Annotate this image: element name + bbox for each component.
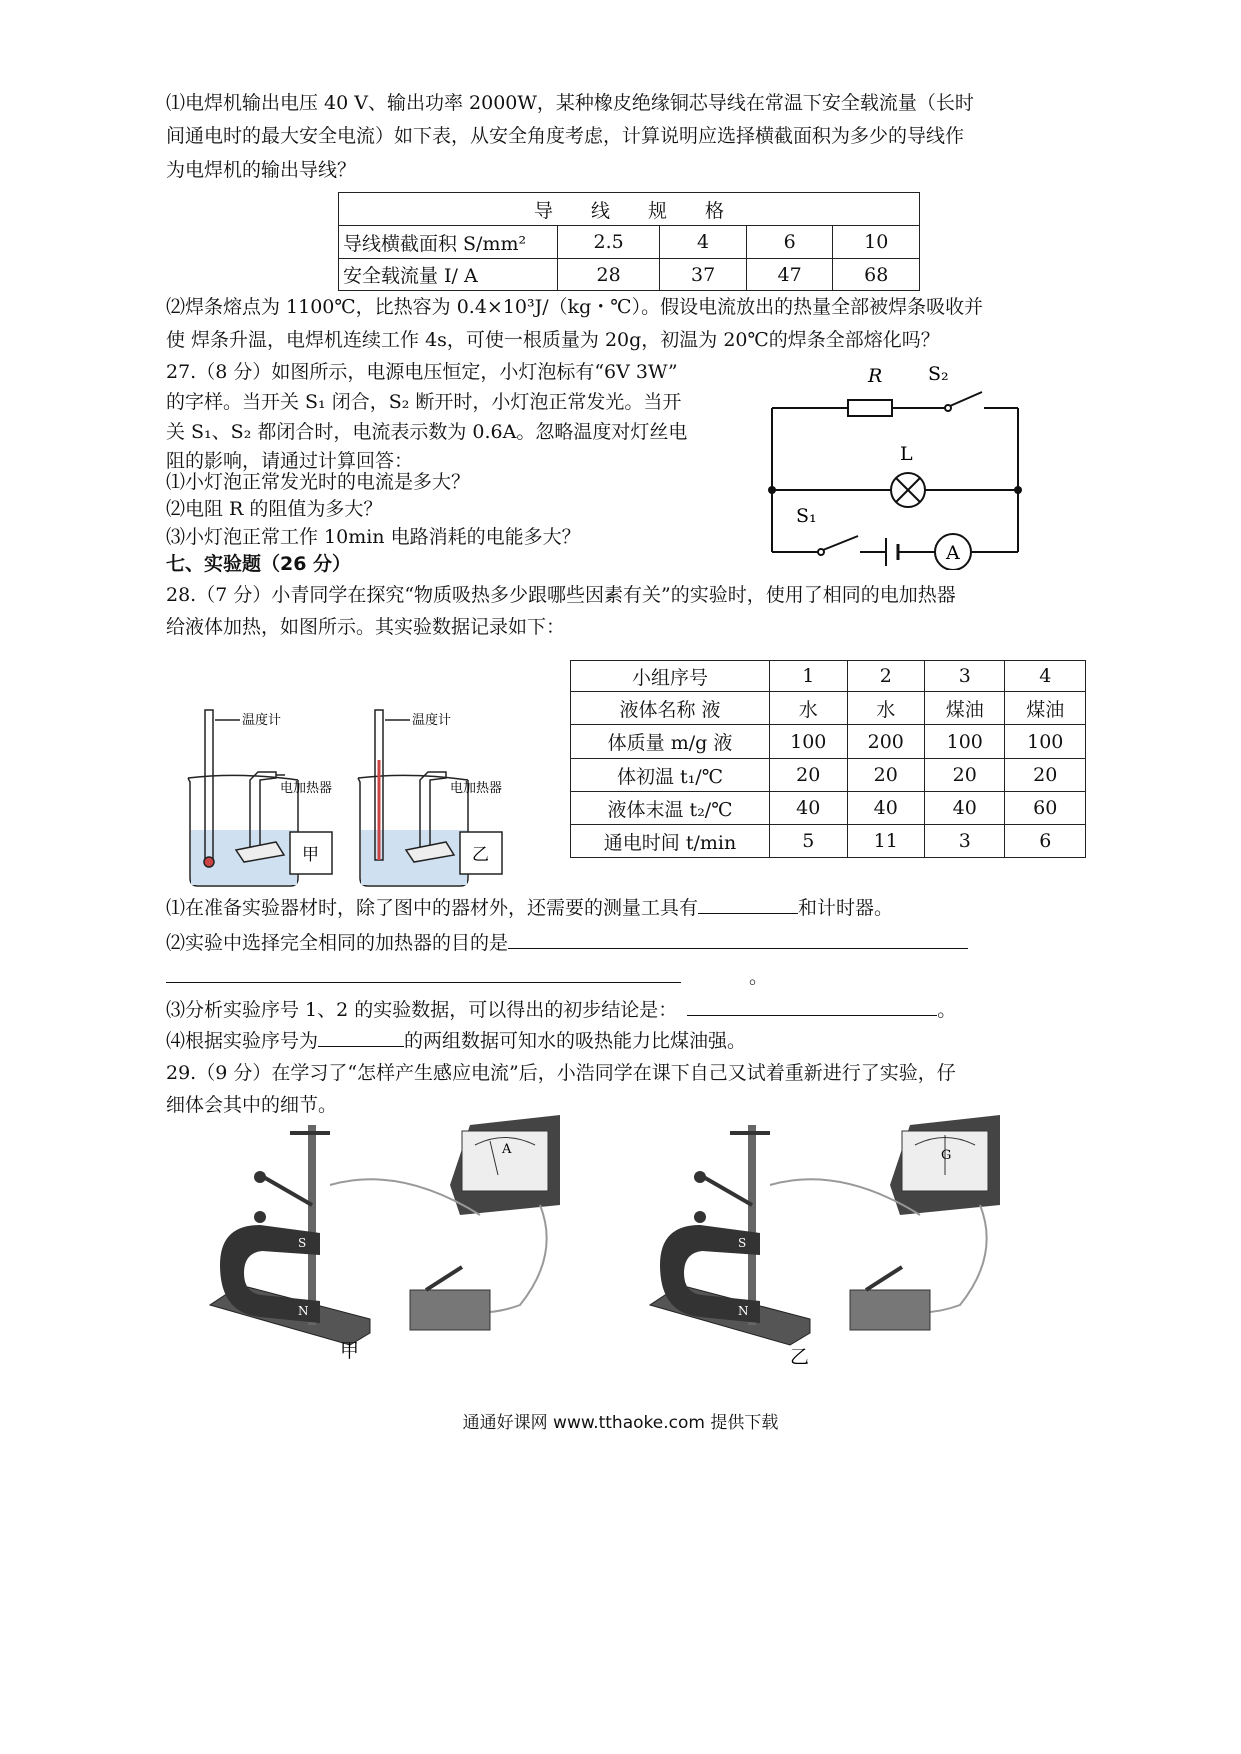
q26-text-line2: 间通电时的最大安全电流）如下表，从安全角度考虑，计算说明应选择横截面积为多少的导线作 bbox=[166, 125, 965, 147]
label-jia-29: 甲 bbox=[340, 1340, 360, 1362]
cell: 10 bbox=[833, 226, 920, 259]
q27-line1: 27.（8 分）如图所示，电源电压恒定，小灯泡标有“6V 3W” bbox=[166, 361, 678, 383]
cell: 2 bbox=[847, 661, 925, 692]
q28-line2: 给液体加热，如图所示。其实验数据记录如下： bbox=[166, 616, 566, 638]
q27-line2: 的字样。当开关 S₁ 闭合，S₂ 断开时，小灯泡正常发光。当开 bbox=[166, 391, 682, 413]
cell: 60 bbox=[1005, 792, 1086, 825]
cell: 4 bbox=[1005, 661, 1086, 692]
q28-sub4-end: 的两组数据可知水的吸热能力比煤油强。 bbox=[404, 1030, 747, 1052]
cell: 液体末温 t₂/℃ bbox=[571, 792, 770, 825]
label-thermo-yi: 温度计 bbox=[412, 713, 452, 728]
cell: 6 bbox=[1005, 825, 1086, 858]
cell: 煤油 bbox=[1005, 692, 1086, 725]
cell: 100 bbox=[770, 725, 848, 759]
switch-s2 bbox=[950, 392, 982, 406]
q26-text-line3: 为电焊机的输出导线？ bbox=[166, 159, 357, 181]
cell: 通电时间 t/min bbox=[571, 825, 770, 858]
cell: 1 bbox=[770, 661, 848, 692]
cell: 水 bbox=[770, 692, 848, 725]
cell: 40 bbox=[770, 792, 848, 825]
q26-part2-line2: 使 焊条升温，电焊机连续工作 4s，可使一根质量为 20g，初温为 20℃的焊条全部熔化吗？ bbox=[166, 329, 940, 351]
q28-sub1 bbox=[166, 893, 893, 923]
apparatus-jia bbox=[210, 1115, 560, 1362]
beaker-figure bbox=[180, 700, 540, 890]
label-a: A bbox=[946, 542, 960, 564]
cell: 40 bbox=[925, 792, 1005, 825]
q28-sub1-end: 和计时器。 bbox=[798, 897, 894, 919]
label-jia: 甲 bbox=[302, 845, 319, 865]
row-current-label: 安全载流量 I/ A bbox=[339, 259, 558, 291]
cell: 水 bbox=[847, 692, 925, 725]
row-area-label: 导线横截面积 S/mm² bbox=[339, 226, 558, 259]
label-yi-29: 乙 bbox=[790, 1346, 810, 1365]
q27-line7: ⑶小灯泡正常工作 10min 电路消耗的电能多大？ bbox=[166, 526, 581, 548]
q27-line6: ⑵电阻 R 的阻值为多大？ bbox=[166, 498, 383, 520]
label-l: L bbox=[900, 443, 913, 465]
pole-n-jia: N bbox=[298, 1304, 309, 1318]
q28-sub2-cont bbox=[166, 962, 768, 992]
q27-line4: 阻的影响，请通过计算回答： bbox=[166, 450, 414, 472]
wire-table-header: 导 线 规 格 bbox=[339, 193, 920, 226]
q27-line3: 关 S₁、S₂ 都闭合时，电流表示数为 0.6A。忽略温度对灯丝电 bbox=[166, 421, 688, 443]
cell: 20 bbox=[770, 759, 848, 792]
cell: 煤油 bbox=[925, 692, 1005, 725]
q29-line1: 29.（9 分）在学习了“怎样产生感应电流”后，小浩同学在课下自己又试着重新进行了实验，仔 bbox=[166, 1062, 956, 1084]
q28-sub3-text: ⑶分析实验序号 1、2 的实验数据，可以得出的初步结论是： bbox=[166, 999, 678, 1021]
q28-sub3 bbox=[166, 995, 956, 1025]
label-heater-yi: 电加热器 bbox=[450, 781, 503, 796]
answer-blank-2a[interactable] bbox=[508, 928, 968, 949]
meter-label-yi: G bbox=[941, 1148, 952, 1163]
q29-line2: 细体会其中的细节。 bbox=[166, 1094, 338, 1116]
q26-text-line1: ⑴电焊机输出电压 40 V、输出功率 2000W，某种橡皮绝缘铜芯导线在常温下安全载流量（长时 bbox=[166, 92, 974, 114]
pole-s-jia: S bbox=[298, 1236, 307, 1250]
cell: 68 bbox=[833, 259, 920, 291]
label-r: R bbox=[868, 365, 883, 387]
cell: 体质量 m/g 液 bbox=[571, 725, 770, 759]
label-thermo-jia: 温度计 bbox=[242, 713, 282, 728]
cell: 37 bbox=[660, 259, 747, 291]
cell: 3 bbox=[925, 825, 1005, 858]
induction-apparatus-figure bbox=[200, 1105, 1020, 1365]
cell: 11 bbox=[847, 825, 925, 858]
q28-sub4 bbox=[166, 1026, 746, 1056]
cell: 40 bbox=[847, 792, 925, 825]
cell: 小组序号 bbox=[571, 661, 770, 692]
pole-s-yi: S bbox=[738, 1236, 747, 1250]
label-yi: 乙 bbox=[472, 845, 489, 865]
cell: 3 bbox=[925, 661, 1005, 692]
label-s1: S₁ bbox=[796, 505, 817, 527]
experiment-data-table bbox=[570, 660, 1086, 858]
q28-sub1-text: ⑴在准备实验器材时，除了图中的器材外，还需要的测量工具有 bbox=[166, 897, 699, 919]
meter-label-jia: A bbox=[502, 1142, 512, 1157]
q28-sub3-end: 。 bbox=[937, 999, 957, 1021]
page-footer: 通通好课网 www.tthaoke.com 提供下载 bbox=[462, 1413, 779, 1433]
switch-s1 bbox=[823, 536, 858, 550]
cell: 4 bbox=[660, 226, 747, 259]
cell: 47 bbox=[746, 259, 833, 291]
cell: 20 bbox=[925, 759, 1005, 792]
cell: 200 bbox=[847, 725, 925, 759]
circuit-diagram bbox=[760, 360, 1040, 570]
q26-part2-line1: ⑵焊条熔点为 1100℃，比热容为 0.4×10³J/（kg・℃）。假设电流放出的热量全部被焊条吸收并 bbox=[166, 296, 984, 318]
cell: 6 bbox=[746, 226, 833, 259]
apparatus-yi bbox=[650, 1115, 1000, 1365]
section-title: 七、实验题（26 分） bbox=[166, 553, 352, 575]
answer-blank-1[interactable] bbox=[698, 893, 798, 914]
cell: 100 bbox=[925, 725, 1005, 759]
q28-sub2-text: ⑵实验中选择完全相同的加热器的目的是 bbox=[166, 932, 509, 954]
resistor-r bbox=[848, 400, 892, 416]
q28-sub4-text: ⑷根据实验序号为 bbox=[166, 1030, 319, 1052]
label-heater-jia: 电加热器 bbox=[280, 781, 333, 796]
cell: 2.5 bbox=[558, 226, 660, 259]
wire-spec-table bbox=[338, 192, 920, 291]
cell: 28 bbox=[558, 259, 660, 291]
answer-blank-4[interactable] bbox=[318, 1026, 404, 1047]
q28-line1: 28.（7 分）小青同学在探究“物质吸热多少跟哪些因素有关”的实验时，使用了相同的电加热器 bbox=[166, 584, 956, 606]
cell: 体初温 t₁/℃ bbox=[571, 759, 770, 792]
cell: 100 bbox=[1005, 725, 1086, 759]
answer-blank-3[interactable] bbox=[687, 995, 937, 1016]
cell: 20 bbox=[1005, 759, 1086, 792]
pole-n-yi: N bbox=[738, 1304, 749, 1318]
q28-sub2-end: 。 bbox=[749, 966, 769, 988]
cell: 液体名称 液 bbox=[571, 692, 770, 725]
label-s2: S₂ bbox=[928, 363, 949, 385]
q27-line5: ⑴小灯泡正常发光时的电流是多大？ bbox=[166, 471, 471, 493]
cell: 5 bbox=[770, 825, 848, 858]
answer-blank-2b[interactable] bbox=[166, 962, 681, 983]
cell: 20 bbox=[847, 759, 925, 792]
q28-sub2 bbox=[166, 928, 968, 958]
